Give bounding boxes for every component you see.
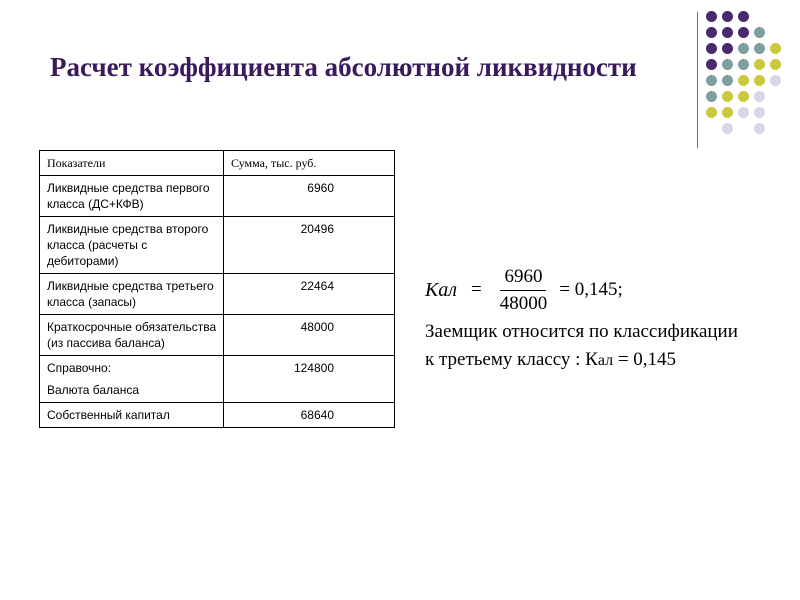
row-label: Ликвидные средства третьего класса (запасы) [40, 274, 224, 315]
decor-dot [738, 107, 749, 118]
decor-dot [722, 91, 733, 102]
table-row [40, 176, 395, 217]
decor-dot [706, 59, 717, 70]
decor-dot [738, 27, 749, 38]
decor-dot [722, 27, 733, 38]
liquidity-table [39, 150, 395, 428]
decor-dot [722, 123, 733, 134]
decor-dot [706, 27, 717, 38]
formula-conclusion-line2: к третьему классу : Кал = 0,145 [425, 349, 677, 370]
row-label: Ликвидные средства второго класса (расчеты с дебиторами) [40, 217, 224, 274]
slide-title: Расчет коэффициента абсолютной ликвидности [50, 52, 637, 82]
decor-dot [706, 91, 717, 102]
decor-dot [754, 75, 765, 86]
decor-dot [738, 75, 749, 86]
row-label-reference: Справочно: [47, 361, 112, 375]
row-value: 22464 [224, 274, 395, 315]
decor-dot [754, 43, 765, 54]
decor-dot [770, 75, 781, 86]
header-indicators: Показатели [40, 151, 224, 176]
decor-dot [722, 59, 733, 70]
decor-dot [754, 27, 765, 38]
decor-dot [754, 123, 765, 134]
decor-dot [738, 11, 749, 22]
formula-equation [425, 262, 738, 318]
row-value: 48000 [224, 315, 395, 356]
decor-dot [770, 59, 781, 70]
row-label: Краткосрочные обязательства (из пассива баланса) [40, 315, 224, 356]
row-label-balance-currency: Валюта баланса [47, 383, 140, 397]
formula-result: = 0,145; [559, 279, 623, 300]
table-row [40, 403, 395, 428]
formula-equals: = [471, 279, 482, 300]
row-value: 20496 [224, 217, 395, 274]
decor-dot [754, 59, 765, 70]
decor-dot [722, 11, 733, 22]
decor-dot [706, 75, 717, 86]
decor-dot [770, 43, 781, 54]
table-header-row [40, 151, 395, 176]
row-value: 6960 [224, 176, 395, 217]
decor-dot [706, 11, 717, 22]
formula-numerator: 6960 [500, 266, 546, 291]
liquidity-formula [425, 262, 738, 375]
decor-dot [738, 59, 749, 70]
table-row [40, 274, 395, 315]
decor-dot [706, 107, 717, 118]
row-label: Ликвидные средства первого класса (ДС+КФВ) [40, 176, 224, 217]
decor-dot [722, 107, 733, 118]
table-row [40, 356, 395, 403]
formula-fraction [496, 266, 552, 315]
row-label: Собственный капитал [40, 403, 224, 428]
row-value: 68640 [224, 403, 395, 428]
decor-dot [754, 91, 765, 102]
row-label [40, 356, 224, 403]
formula-conclusion-line1: Заемщик относится по классификации [425, 321, 738, 342]
decor-dot [754, 107, 765, 118]
decor-dot [706, 43, 717, 54]
formula-symbol: Кал [425, 278, 458, 301]
row-value: 124800 [224, 356, 395, 403]
formula-denominator: 48000 [499, 292, 548, 314]
decorative-divider [697, 12, 698, 148]
header-amount: Сумма, тыс. руб. [224, 151, 395, 176]
decor-dot [722, 43, 733, 54]
decor-dot [722, 75, 733, 86]
decor-dot [738, 43, 749, 54]
decor-dot [738, 91, 749, 102]
table-row [40, 217, 395, 274]
table-row [40, 315, 395, 356]
